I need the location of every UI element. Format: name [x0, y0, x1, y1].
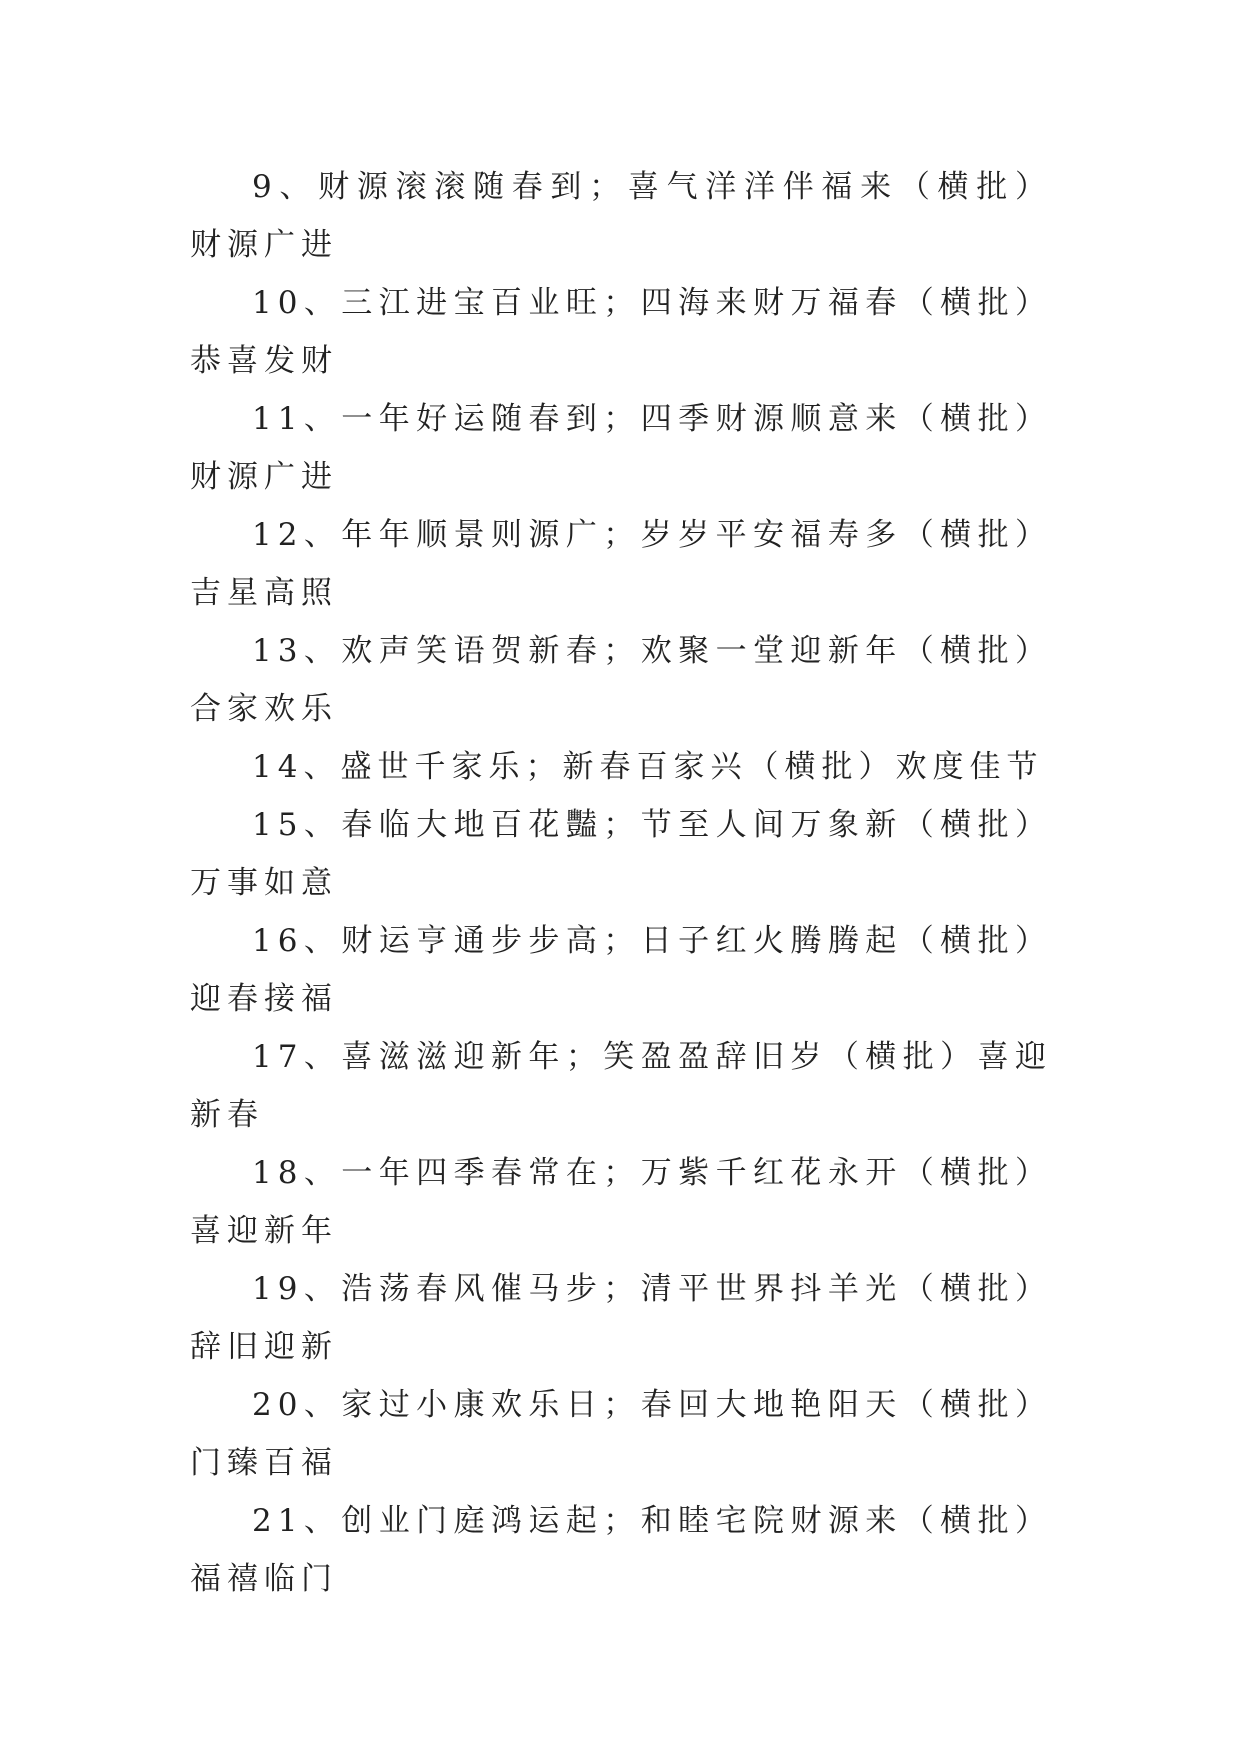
- couplet-entry-16: 16、财运亨通步步高；日子红火腾腾起（横批）迎春接福: [190, 923, 1052, 1017]
- couplet-entry-20: 20、家过小康欢乐日；春回大地艳阳天（横批）门臻百福: [190, 1387, 1052, 1481]
- couplet-entry-18: 18、一年四季春常在；万紫千红花永开（横批）喜迎新年: [190, 1155, 1052, 1249]
- couplet-entry-11: 11、一年好运随春到；四季财源顺意来（横批）财源广进: [190, 401, 1052, 495]
- couplet-entry-21: 21、创业门庭鸿运起；和睦宅院财源来（横批）福禧临门: [190, 1503, 1052, 1597]
- couplet-entry-12: 12、年年顺景则源广；岁岁平安福寿多（横批）吉星高照: [190, 517, 1052, 611]
- couplet-entry-13: 13、欢声笑语贺新春；欢聚一堂迎新年（横批）合家欢乐: [190, 633, 1052, 727]
- couplet-entry-17: 17、喜滋滋迎新年；笑盈盈辞旧岁（横批）喜迎新春: [190, 1039, 1052, 1133]
- couplet-entry-9: 9、财源滚滚随春到；喜气洋洋伴福来（横批）财源广进: [190, 169, 1052, 263]
- couplet-entry-14: 14、盛世千家乐；新春百家兴（横批）欢度佳节: [252, 749, 1044, 785]
- couplet-entry-19: 19、浩荡春风催马步；清平世界抖羊光（横批）辞旧迎新: [190, 1271, 1052, 1365]
- couplet-entry-10: 10、三江进宝百业旺；四海来财万福春（横批）恭喜发财: [190, 285, 1052, 379]
- couplet-list: [190, 158, 1052, 1608]
- couplet-entry-15: 15、春临大地百花豔；节至人间万象新（横批）万事如意: [190, 807, 1052, 901]
